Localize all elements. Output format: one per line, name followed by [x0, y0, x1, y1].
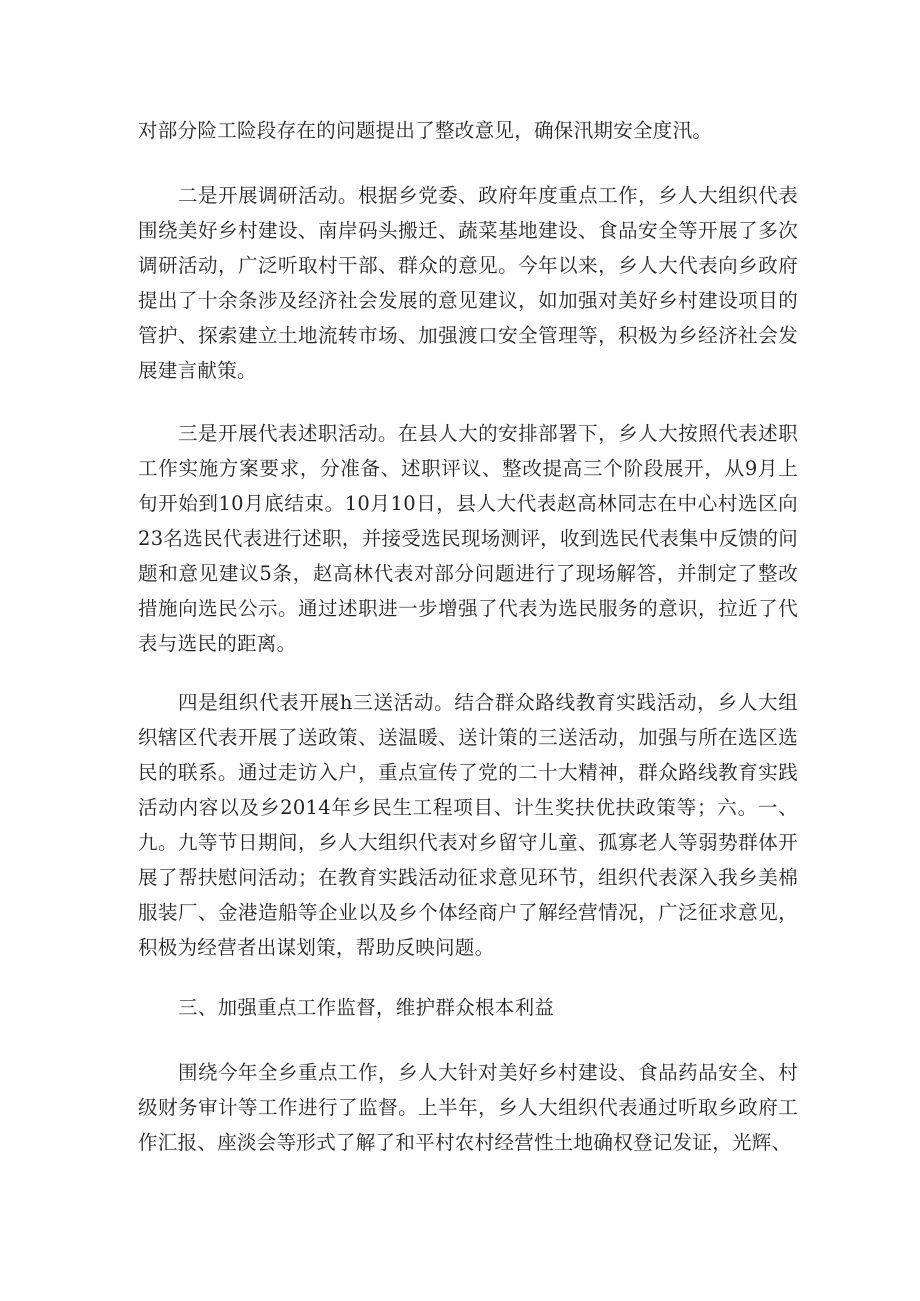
paragraph-research-activities: 二是开展调研活动。根据乡党委、政府年度重点工作，乡人大组织代表围绕美好乡村建设、南岸码头搬迁、蔬菜基地建设、食品安全等开展了多次调研活动，广泛听取村干部、群众的意见。今年以来，乡人大代表向乡政府提出了十余条涉及经济社会发展的意见建议，如加强对美好乡村建设项目的管护、探索建立土地流转市场、加强渡口安全管理等，积极为乡经济社会发展建言献策。 [138, 184, 798, 382]
section-heading: 三、加强重点工作监督，维护群众根本利益 [178, 996, 555, 1019]
paragraph-three-deliveries: 四是组织代表开展h三送活动。结合群众路线教育实践活动，乡人大组织辖区代表开展了送政策、送温暖、送计策的三送活动，加强与所在选区选民的联系。通过走访入户，重点宣传了党的二十大精神，群众路线教育实践活动内容以及乡2014年乡民生工程项目、计生奖扶优扶政策等；六。一、九。九等节日期间，乡人大组织代表对乡留守儿童、孤寡老人等弱势群体开展了帮扶慰问活动；在教育实践活动征求意见环节，组织代表深入我乡美棉服装厂、金港造船等企业以及乡个体经商户了解经营情况，广泛征求意见，积极为经营者出谋划策，帮助反映问题。 [138, 691, 798, 959]
paragraph-continuation: 对部分险工险段存在的问题提出了整改意见，确保汛期安全度汛。 [138, 119, 713, 142]
paragraph-deputy-report: 三是开展代表述职活动。在县人大的安排部署下，乡人大按照代表述职工作实施方案要求，分准备、述职评议、整改提高三个阶段展开，从9月上旬开始到10月底结束。10月10日，县人大代表赵高林同志在中心村选区向23名选民代表进行述职，并接受选民现场测评，收到选民代表集中反馈的问题和意见建议5条，赵高林代表对部分问题进行了现场解答，并制定了整改措施向选民公示。通过述职进一步增强了代表为选民服务的意识，拉近了代表与选民的距离。 [138, 422, 798, 655]
paragraph-key-work-supervision: 围绕今年全乡重点工作，乡人大针对美好乡村建设、食品药品安全、村级财务审计等工作进行了监督。上半年，乡人大组织代表通过听取乡政府工作汇报、座淡会等形式了解了和平村农村经营性土地确权登记发证，光辉、 [138, 1061, 798, 1154]
